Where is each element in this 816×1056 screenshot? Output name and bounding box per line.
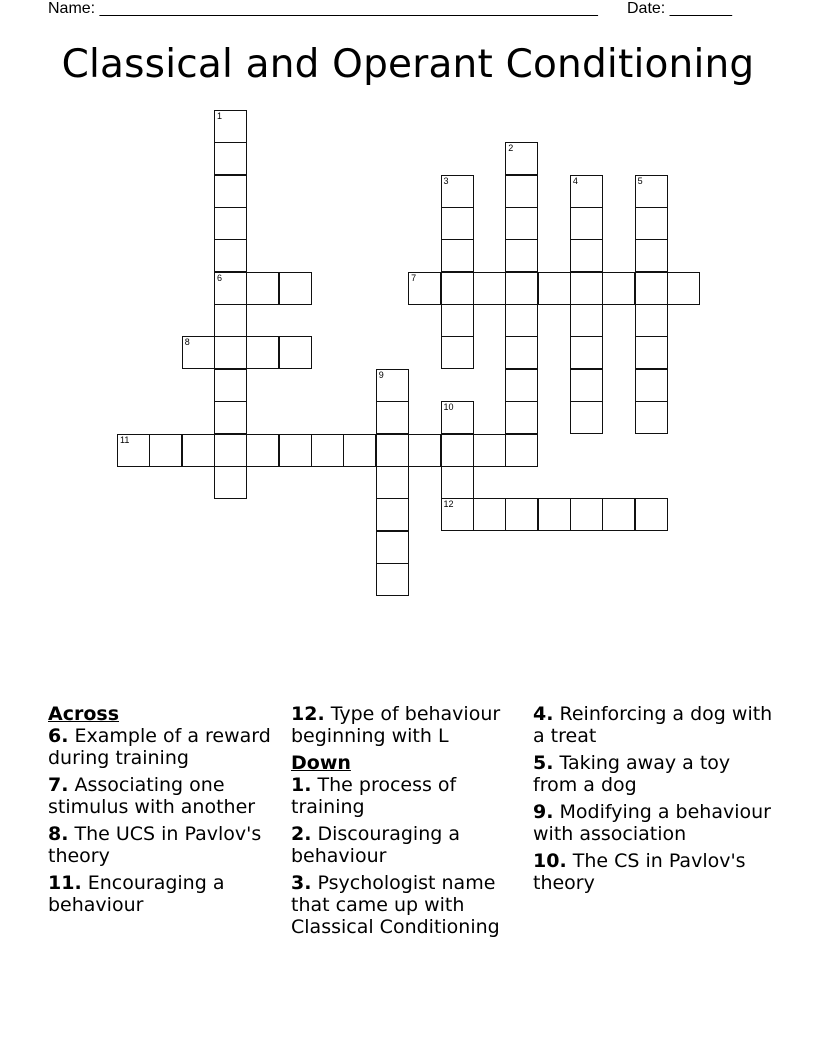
crossword-cell[interactable] (214, 142, 247, 175)
crossword-cell[interactable] (441, 304, 474, 337)
crossword-cell[interactable] (214, 369, 247, 402)
clue-number: 5 (637, 175, 643, 186)
page-title: Classical and Operant Conditioning (61, 42, 755, 87)
crossword-cell[interactable] (279, 434, 312, 467)
crossword-cell[interactable] (635, 304, 668, 337)
date-field[interactable]: Date: _______ (627, 0, 732, 17)
clue-number: 9 (378, 369, 384, 380)
crossword-cell[interactable] (376, 401, 409, 434)
crossword-cell[interactable] (570, 272, 603, 305)
crossword-cell[interactable] (182, 336, 215, 369)
clue-across-6: 6. Example of a reward during training (48, 725, 271, 769)
crossword-cell[interactable] (279, 336, 312, 369)
crossword-cell[interactable] (505, 434, 538, 467)
clue-down-3: 3. Psychologist name that came up with Classical Conditioning (291, 872, 500, 938)
crossword-cell[interactable] (311, 434, 344, 467)
crossword-cell[interactable] (441, 207, 474, 240)
clue-down-1: 1. The process of training (291, 774, 457, 818)
crossword-cell[interactable] (570, 401, 603, 434)
crossword-cell[interactable] (473, 434, 506, 467)
crossword-cell[interactable] (214, 434, 247, 467)
crossword-cell[interactable] (214, 401, 247, 434)
clue-down-10: 10. The CS in Pavlov's theory (533, 850, 746, 894)
crossword-cell[interactable] (246, 272, 279, 305)
crossword-cell[interactable] (635, 401, 668, 434)
crossword-cell[interactable] (214, 336, 247, 369)
crossword-cell[interactable] (505, 304, 538, 337)
clue-number: 4 (572, 175, 578, 186)
crossword-cell[interactable] (667, 272, 700, 305)
crossword-cell[interactable] (505, 401, 538, 434)
crossword-cell[interactable] (214, 304, 247, 337)
crossword-cell[interactable] (505, 207, 538, 240)
crossword-cell[interactable] (182, 434, 215, 467)
crossword-cell[interactable] (408, 434, 441, 467)
crossword-cell[interactable] (505, 239, 538, 272)
clue-down-9: 9. Modifying a behaviour with association (533, 801, 771, 845)
clue-number: 6 (217, 272, 223, 283)
clue-across-12: 12. Type of behaviour beginning with L (291, 703, 501, 747)
name-field[interactable]: Name: ________________________________________________________ (48, 0, 598, 17)
crossword-cell[interactable] (441, 434, 474, 467)
clues-column-3 (533, 703, 773, 899)
crossword-cell[interactable] (570, 207, 603, 240)
crossword-cell[interactable] (214, 207, 247, 240)
clue-across-8: 8. The UCS in Pavlov's theory (48, 823, 262, 867)
crossword-cell[interactable] (635, 498, 668, 531)
crossword-cell[interactable] (505, 498, 538, 531)
crossword-cell[interactable] (505, 369, 538, 402)
crossword-cell[interactable] (441, 401, 474, 434)
crossword-cell[interactable] (246, 336, 279, 369)
crossword-cell[interactable] (214, 239, 247, 272)
crossword-cell[interactable] (149, 434, 182, 467)
crossword-cell[interactable] (408, 272, 441, 305)
crossword-cell[interactable] (635, 207, 668, 240)
crossword-cell[interactable] (214, 175, 247, 208)
crossword-cell[interactable] (538, 498, 571, 531)
crossword-cell[interactable] (441, 272, 474, 305)
crossword-cell[interactable] (505, 175, 538, 208)
crossword-cell[interactable] (635, 272, 668, 305)
crossword-cell[interactable] (635, 175, 668, 208)
clue-number: 11 (120, 434, 130, 445)
crossword-cell[interactable] (570, 239, 603, 272)
clue-number: 1 (217, 111, 223, 121)
clue-number: 2 (508, 143, 514, 154)
crossword-cell[interactable] (602, 498, 635, 531)
clue-number: 10 (443, 402, 454, 413)
clue-number: 12 (443, 499, 454, 510)
crossword-cell[interactable] (570, 175, 603, 208)
crossword-cell[interactable] (376, 466, 409, 499)
clue-number: 8 (184, 337, 190, 348)
clue-number: 3 (443, 175, 449, 186)
crossword-cell[interactable] (214, 272, 247, 305)
clue-number: 7 (411, 272, 417, 283)
crossword-cell[interactable] (635, 369, 668, 402)
crossword-cell[interactable] (570, 336, 603, 369)
crossword-cell[interactable] (376, 531, 409, 564)
crossword-cell[interactable] (214, 110, 247, 143)
crossword-cell[interactable] (473, 498, 506, 531)
crossword-cell[interactable] (441, 466, 474, 499)
clue-across-7: 7. Associating one stimulus with another (48, 774, 256, 818)
crossword-cell[interactable] (376, 434, 409, 467)
crossword-cell[interactable] (376, 369, 409, 402)
crossword-cell[interactable] (570, 304, 603, 337)
clues-column-1 (48, 703, 280, 921)
crossword-cell[interactable] (570, 369, 603, 402)
crossword-cell[interactable] (279, 272, 312, 305)
crossword-cell[interactable] (246, 434, 279, 467)
crossword-cell[interactable] (635, 239, 668, 272)
crossword-cell[interactable] (570, 498, 603, 531)
crossword-cell[interactable] (505, 142, 538, 175)
clue-down-4: 4. Reinforcing a dog with a treat (533, 703, 773, 747)
crossword-cell[interactable] (505, 336, 538, 369)
crossword-cell[interactable] (635, 336, 668, 369)
crossword-cell[interactable] (473, 272, 506, 305)
crossword-cell[interactable] (343, 434, 376, 467)
crossword-cell[interactable] (376, 563, 409, 596)
clues-column-2 (291, 703, 523, 943)
clue-across-11: 11. Encouraging a behaviour (48, 872, 225, 916)
crossword-cell[interactable] (376, 498, 409, 531)
crossword-cell[interactable] (538, 272, 571, 305)
clue-down-5: 5. Taking away a toy from a dog (533, 752, 731, 796)
crossword-cell[interactable] (602, 272, 635, 305)
crossword-cell[interactable] (441, 336, 474, 369)
crossword-cell[interactable] (505, 272, 538, 305)
down-heading: Down (291, 752, 351, 774)
crossword-cell[interactable] (117, 434, 150, 467)
crossword-cell[interactable] (441, 498, 474, 531)
crossword-cell[interactable] (214, 466, 247, 499)
crossword-cell[interactable] (441, 175, 474, 208)
across-heading: Across (48, 703, 120, 725)
crossword-cell[interactable] (441, 239, 474, 272)
clue-down-2: 2. Discouraging a behaviour (291, 823, 460, 867)
